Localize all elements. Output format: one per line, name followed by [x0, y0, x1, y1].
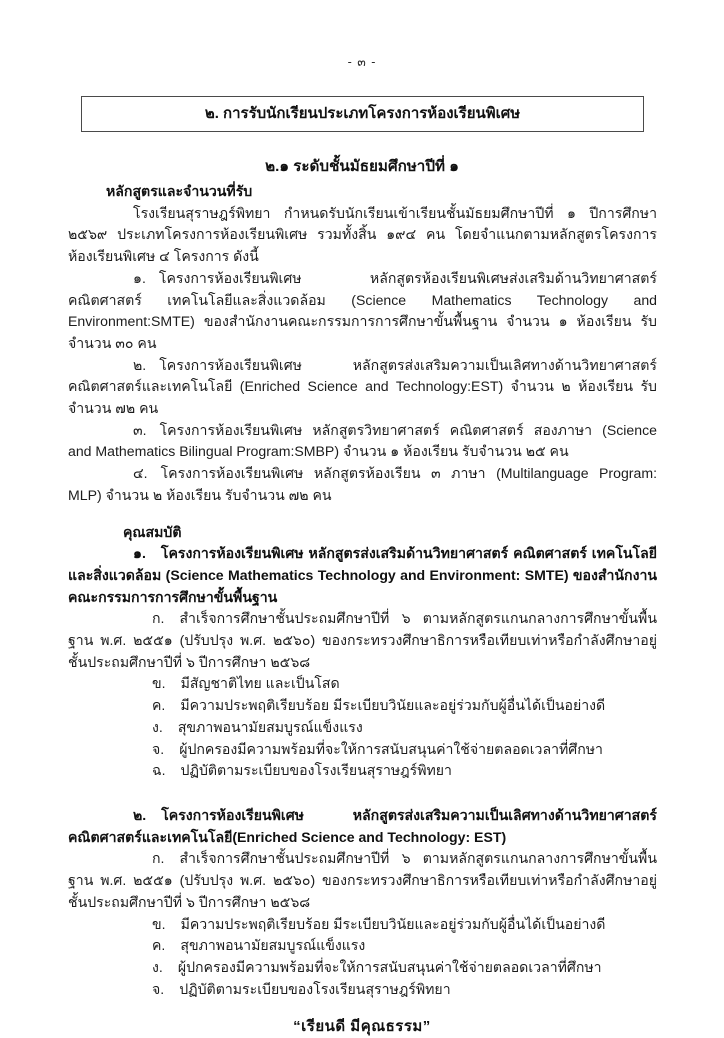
subitem-text: สำเร็จการศึกษาชั้นประถมศึกษาปีที่ ๖ ตามหลักสูตรแกนกลางการศึกษาขั้นพื้นฐาน พ.ศ. ๒๕๕๑ (ปรับปรุง พ.ศ. ๒๕๖๐) ของกระทรวงศึกษาธิการหรือเทียบเท่าหรือกำลังศึกษาอยู่ชั้นประถมศึกษาปีที่ ๖ ปีการศึกษา ๒๕๖๘: [68, 610, 657, 670]
qualification-2-item-e: [68, 979, 657, 1001]
subitem-letter: ก.: [152, 850, 165, 867]
item-text: โครงการห้องเรียนพิเศษ หลักสูตรส่งเสริมความเป็นเลิศทางด้านวิทยาศาสตร์ คณิตศาสตร์และเทคโนโลยี (Enriched Science and Technology:EST) จำนวน ๒ ห้องเรียน รับจำนวน ๗๒ คน: [68, 356, 657, 417]
subitem-letter: ข.: [152, 915, 166, 932]
qualification-1-item-a: [68, 608, 657, 673]
subitem-text: ปฏิบัติตามระเบียบของโรงเรียนสุราษฎร์พิทยา: [179, 980, 451, 997]
subitem-letter: ง.: [152, 958, 163, 975]
program-number: ๒.: [133, 806, 147, 823]
subsection-title: ๒.๑ ระดับชั้นมัธยมศึกษาปีที่ ๑: [265, 158, 459, 175]
item-number: ๓.: [133, 421, 147, 438]
subitem-text: ปฏิบัติตามระเบียบของโรงเรียนสุราษฎร์พิทยา: [180, 762, 452, 779]
page-number: - ๓ -: [347, 55, 377, 69]
subitem-text: ผู้ปกครองมีความพร้อมที่จะให้การสนับสนุนค่าใช้จ่ายตลอดเวลาที่ศึกษา: [177, 958, 602, 975]
item-text: โครงการห้องเรียนพิเศษ หลักสูตรวิทยาศาสตร์ คณิตศาสตร์ สองภาษา (Science and Mathematics Bilingual Program:SMBP) จำนวน ๑ ห้องเรียน รับจำนวน ๒๕ คน: [68, 421, 657, 460]
item-number: ๑.: [133, 269, 146, 286]
program-title-text: โครงการห้องเรียนพิเศษ หลักสูตรส่งเสริมด้านวิทยาศาสตร์ คณิตศาสตร์ เทคโนโลยีและสิ่งแวดล้อม (Science Mathematics Technology and Environment: SMTE) ของสำนักงานคณะกรรมการการศึกษาขั้นพื้นฐาน: [68, 545, 657, 605]
subitem-letter: จ.: [152, 740, 165, 757]
qualification-1-item-d: [68, 717, 657, 739]
qualification-2-item-d: [68, 957, 657, 979]
qualification-1-item-e: [68, 739, 657, 761]
school-motto: “เรียนดี มีคุณธรรม”: [293, 1018, 431, 1036]
qualification-1-item-f: [68, 760, 657, 782]
subitem-text: สุขภาพอนามัยสมบูรณ์แข็งแรง: [177, 718, 363, 735]
subitem-letter: ข.: [152, 675, 166, 692]
qualification-2-item-a: [68, 848, 657, 913]
subitem-text: ผู้ปกครองมีความพร้อมที่จะให้การสนับสนุนค่าใช้จ่ายตลอดเวลาที่ศึกษา: [179, 740, 603, 757]
qualification-program-2-title: [68, 805, 657, 848]
curriculum-item-4: [68, 463, 657, 506]
section-box-title: ๒. การรับนักเรียนประเภทโครงการห้องเรียนพิเศษ: [81, 96, 644, 132]
subitem-text: สำเร็จการศึกษาชั้นประถมศึกษาปีที่ ๖ ตามหลักสูตรแกนกลางการศึกษาขั้นพื้นฐาน พ.ศ. ๒๕๕๑ (ปรับปรุง พ.ศ. ๒๕๖๐) ของกระทรวงศึกษาธิการหรือเทียบเท่าหรือกำลังศึกษาอยู่ชั้นประถมศึกษาปีที่ ๖ ปีการศึกษา ๒๕๖๘: [68, 850, 657, 910]
qualification-2-item-c: [68, 935, 657, 957]
qualification-2-item-b: [68, 914, 657, 936]
subitem-letter: ฉ.: [152, 762, 166, 779]
qualifications-heading: คุณสมบัติ: [123, 523, 182, 540]
curriculum-intro: โรงเรียนสุราษฎร์พิทยา กำหนดรับนักเรียนเข้าเรียนชั้นมัธยมศึกษาปีที่ ๑ ปีการศึกษา ๒๕๖๙ ประเภทโครงการห้องเรียนพิเศษ รวมทั้งสิ้น ๑๙๔ คน โดยจำแนกตามหลักสูตรโครงการห้องเรียนพิเศษ ๔ โครงการ ดังนี้: [68, 204, 657, 265]
subitem-letter: ก.: [152, 610, 165, 627]
subitem-text: มีความประพฤติเรียบร้อย มีระเบียบวินัยและอยู่ร่วมกับผู้อื่นได้เป็นอย่างดี: [180, 697, 606, 714]
subitem-text: สุขภาพอนามัยสมบูรณ์แข็งแรง: [180, 937, 366, 954]
subitem-letter: ค.: [152, 697, 166, 714]
program-title-text: โครงการห้องเรียนพิเศษ หลักสูตรส่งเสริมความเป็นเลิศทางด้านวิทยาศาสตร์ คณิตศาสตร์และเทคโนโลยี(Enriched Science and Technology: EST): [68, 806, 657, 845]
qualification-1-item-b: [68, 673, 657, 695]
subitem-letter: จ.: [152, 980, 165, 997]
subitem-text: มีความประพฤติเรียบร้อย มีระเบียบวินัยและอยู่ร่วมกับผู้อื่นได้เป็นอย่างดี: [180, 915, 606, 932]
subitem-letter: ง.: [152, 718, 163, 735]
item-text: โครงการห้องเรียนพิเศษ หลักสูตรห้องเรียนพิเศษส่งเสริมด้านวิทยาศาสตร์ คณิตศาสตร์ เทคโนโลยีและสิ่งแวดล้อม (Science Mathematics Technology and Environment:SMTE) ของสำนักงานคณะกรรมการการศึกษาขั้นพื้นฐาน จำนวน ๑ ห้องเรียน รับจำนวน ๓๐ คน: [68, 269, 657, 351]
curriculum-item-2: [68, 355, 657, 420]
qualification-1-item-c: [68, 695, 657, 717]
item-text: โครงการห้องเรียนพิเศษ หลักสูตรห้องเรียน ๓ ภาษา (Multilanguage Program: MLP) จำนวน ๒ ห้องเรียน รับจำนวน ๗๒ คน: [68, 465, 657, 503]
subitem-text: มีสัญชาติไทย และเป็นโสด: [180, 675, 340, 692]
subitem-letter: ค.: [152, 937, 166, 954]
curriculum-item-3: [68, 420, 657, 463]
item-number: ๒.: [133, 356, 147, 373]
curriculum-item-1: [68, 268, 657, 355]
item-number: ๔.: [133, 465, 148, 482]
curriculum-heading: หลักสูตรและจำนวนที่รับ: [106, 183, 253, 199]
qualification-program-1-title: [68, 543, 657, 608]
document-body: [68, 181, 657, 1000]
program-number: ๑.: [133, 545, 146, 562]
